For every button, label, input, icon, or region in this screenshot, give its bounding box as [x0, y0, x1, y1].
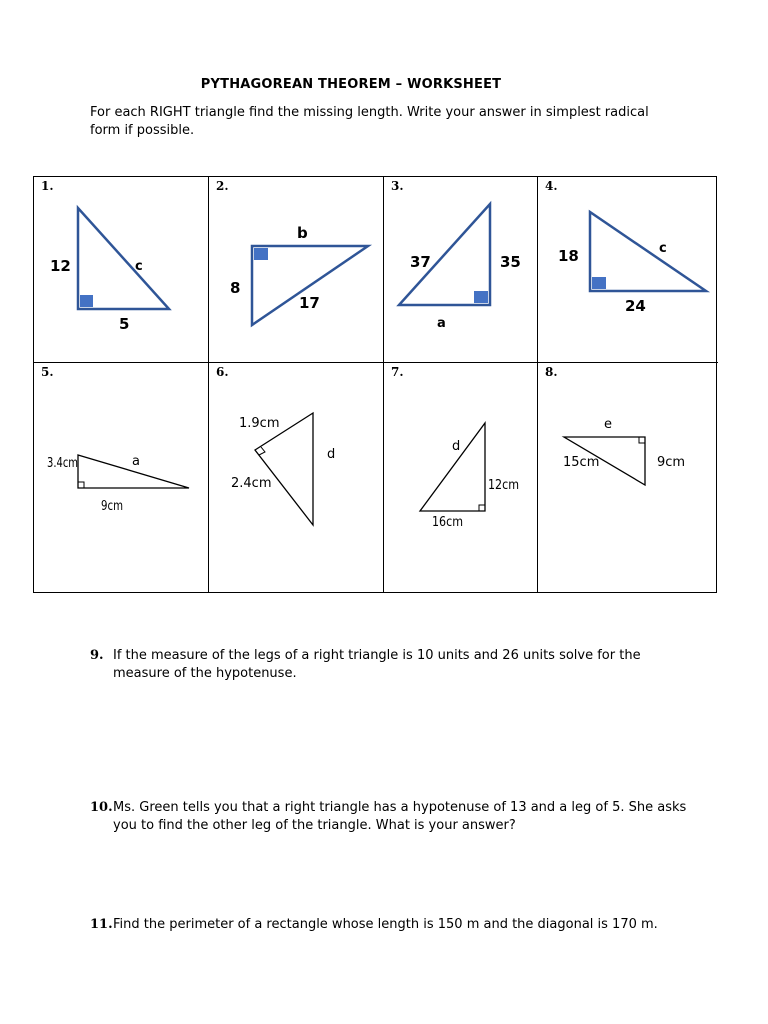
- right-angle-marker: [479, 505, 485, 511]
- instructions: For each RIGHT triangle find the missing length. Write your answer in simplest radical form if possible.: [90, 105, 649, 138]
- side-label-b: b: [297, 224, 308, 242]
- problem-4: [538, 177, 718, 363]
- side-label-37: 37: [410, 253, 431, 271]
- question-9: [90, 647, 690, 683]
- problem-5: [34, 363, 209, 593]
- triangle-4-diagram: [538, 177, 718, 363]
- side-label-d: d: [327, 447, 336, 462]
- problem-2: [209, 177, 384, 363]
- right-angle-marker: [259, 447, 265, 455]
- triangle-3-diagram: [384, 177, 538, 363]
- right-angle-marker: [254, 248, 268, 260]
- right-angle-marker: [474, 291, 488, 303]
- side-label-9cm: 9cm: [657, 455, 686, 470]
- triangle-4: [590, 212, 706, 291]
- side-label-8: 8: [230, 279, 241, 297]
- problem-number: 4.: [545, 179, 558, 193]
- triangle-1: [78, 208, 169, 309]
- side-label-18: 18: [558, 247, 579, 265]
- question-number: 9.: [90, 648, 104, 663]
- side-label-12: 12: [50, 257, 71, 275]
- triangle-1-diagram: [34, 177, 209, 363]
- right-angle-marker: [592, 277, 606, 289]
- right-angle-marker: [80, 295, 93, 307]
- side-label-a: a: [437, 316, 446, 331]
- question-10: [90, 799, 690, 835]
- problem-number: 8.: [545, 365, 558, 379]
- question-11: [90, 916, 690, 934]
- side-label-12cm: 12cm: [488, 478, 519, 493]
- triangle-7-diagram: [384, 363, 538, 593]
- side-label-3.4cm: 3.4cm: [47, 456, 78, 471]
- problem-7: [384, 363, 538, 593]
- right-angle-marker: [78, 482, 84, 488]
- question-text: Find the perimeter of a rectangle whose length is 150 m and the diagonal is 170 m.: [113, 917, 658, 932]
- problem-number: 7.: [391, 365, 404, 379]
- worksheet-title: PYTHAGOREAN THEOREM – WORKSHEET: [200, 77, 502, 92]
- problem-1: [34, 177, 209, 363]
- side-label-e: e: [604, 417, 612, 432]
- triangle-5-diagram: [34, 363, 209, 593]
- problem-grid: [33, 176, 717, 593]
- side-label-2.4cm: 2.4cm: [231, 476, 272, 491]
- side-label-a: a: [132, 454, 140, 469]
- problem-number: 3.: [391, 179, 404, 193]
- problem-number: 2.: [216, 179, 229, 193]
- side-label-15cm: 15cm: [563, 455, 600, 470]
- triangle-2: [252, 246, 368, 325]
- problem-number: 6.: [216, 365, 229, 379]
- side-label-c: c: [135, 259, 143, 274]
- problem-3: [384, 177, 538, 363]
- side-label-35: 35: [500, 253, 521, 271]
- triangle-6-diagram: [209, 363, 384, 593]
- problem-number: 5.: [41, 365, 54, 379]
- question-text: Ms. Green tells you that a right triangle has a hypotenuse of 13 and a leg of 5. She asks you to find the other leg of the triangle. What is your answer?: [113, 800, 687, 833]
- side-label-16cm: 16cm: [432, 515, 463, 530]
- question-text: If the measure of the legs of a right triangle is 10 units and 26 units solve for the measure of the hypotenuse.: [113, 648, 641, 681]
- problem-number: 1.: [41, 179, 54, 193]
- side-label-c: c: [659, 241, 667, 256]
- side-label-9cm: 9cm: [101, 499, 123, 514]
- side-label-d: d: [452, 439, 461, 454]
- side-label-5: 5: [119, 315, 130, 333]
- problem-6: [209, 363, 384, 593]
- side-label-17: 17: [299, 294, 320, 312]
- question-number: 11.: [90, 917, 113, 932]
- right-angle-marker: [639, 437, 645, 443]
- problem-8: [538, 363, 718, 593]
- triangle-7: [420, 423, 485, 511]
- triangle-8-diagram: [538, 363, 718, 593]
- triangle-2-diagram: [209, 177, 384, 363]
- question-number: 10.: [90, 800, 113, 815]
- side-label-1.9cm: 1.9cm: [239, 416, 280, 431]
- side-label-24: 24: [625, 297, 646, 315]
